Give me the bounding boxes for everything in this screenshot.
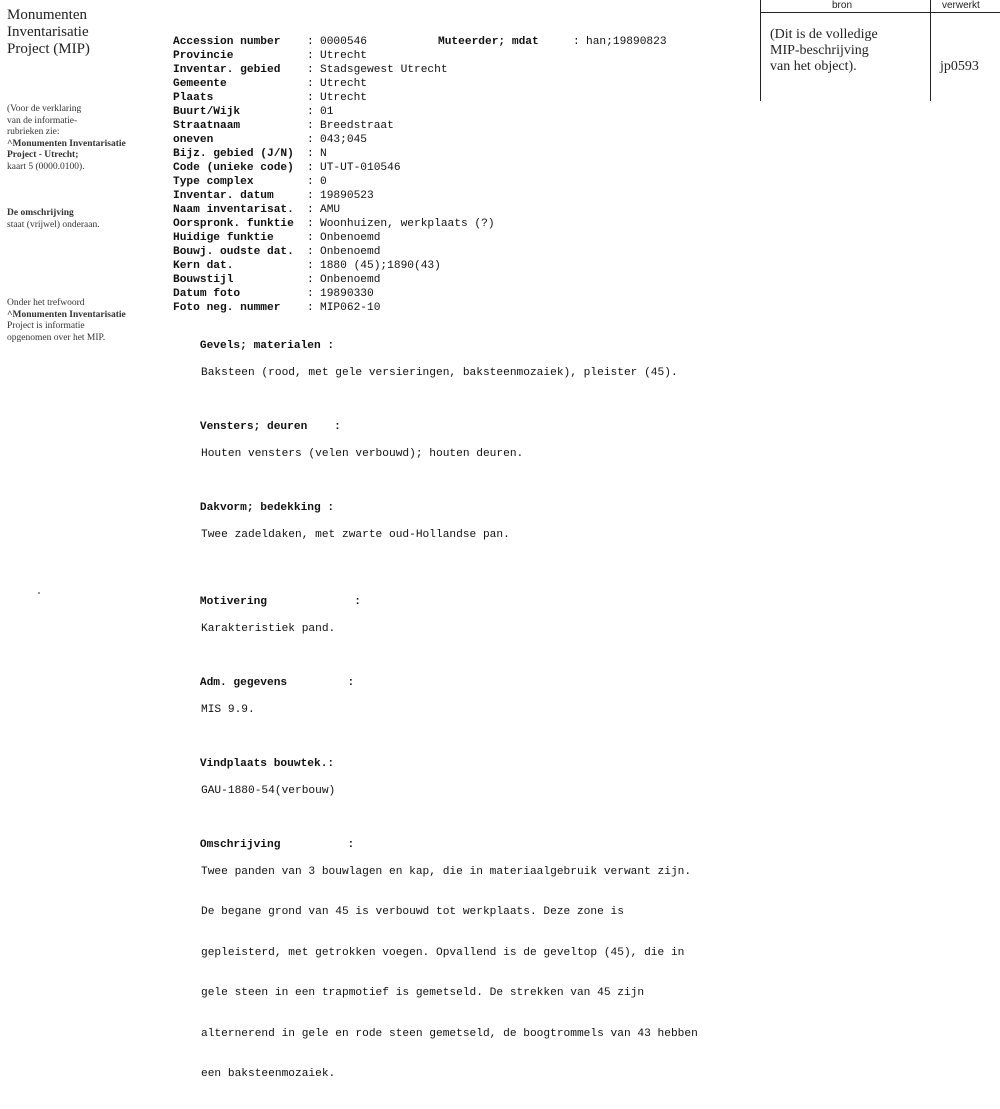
field-colon: : [307, 246, 314, 258]
field-value: Breedstraat [320, 120, 394, 132]
title-line: Monumenten [7, 7, 87, 23]
note-line: ^Monumenten Inventarisatie [7, 309, 126, 320]
description-note [7, 208, 167, 231]
field-label: Straatnaam [173, 120, 241, 132]
bron-line: (Dit is de volledige [770, 27, 878, 42]
field-value: Onbenoemd [320, 274, 381, 286]
section-gevels [173, 326, 698, 407]
field-colon: : [307, 50, 314, 62]
field-label: Bijz. gebied (J/N) [173, 148, 294, 160]
section-body: Twee zadeldaken, met zwarte oud-Hollandse pan. [201, 528, 510, 541]
field-label: Buurt/Wijk [173, 106, 241, 118]
field-value: Onbenoemd [320, 232, 381, 244]
field-label: Inventar. gebied [173, 64, 281, 76]
section-motivering [173, 582, 698, 663]
record-sections [173, 326, 698, 1109]
divider [760, 12, 1000, 13]
field-label: oneven [173, 134, 214, 146]
section-body: Baksteen (rood, met gele versieringen, baksteenmozaiek), pleister (45). [201, 366, 678, 379]
section-body: MIS 9.9. [201, 703, 255, 716]
section-header: Adm. gegevens : [199, 676, 355, 689]
field-value: 19890523 [320, 190, 374, 202]
field-label: Provincie [173, 50, 234, 62]
section-header: Vindplaats bouwtek.: [199, 757, 335, 770]
note-line: (Voor de verklaring [7, 104, 82, 114]
note-line: rubrieken zie: [7, 127, 60, 137]
field-colon: : [307, 204, 314, 216]
field-colon: : [307, 274, 314, 286]
field-value: Onbenoemd [320, 246, 381, 258]
note-line: Project - Utrecht; [7, 150, 79, 160]
field-value: Utrecht [320, 78, 367, 90]
field-value: UT-UT-010546 [320, 162, 401, 174]
field-colon: : [307, 106, 314, 118]
note-line: De omschrijving [7, 208, 74, 218]
field-value: 0 [320, 176, 327, 188]
project-title [7, 7, 90, 58]
section-body-line: De begane grond van 45 is verbouwd tot werkplaats. Deze zone is [201, 906, 624, 918]
field-label: Foto neg. nummer [173, 302, 281, 314]
field-label: Inventar. datum [173, 190, 274, 202]
field-colon: : [307, 120, 314, 132]
field-label: Datum foto [173, 288, 241, 300]
bron-text [770, 27, 930, 75]
field-colon: : [307, 218, 314, 230]
divider [760, 0, 761, 101]
verwerkt-header: verwerkt [942, 0, 980, 11]
divider [930, 0, 931, 101]
field-colon: : [307, 148, 314, 160]
field-value: AMU [320, 204, 341, 216]
bron-header: bron [832, 0, 853, 11]
field-label: Kern dat. [173, 260, 234, 272]
field-label: Naam inventarisat. [173, 204, 294, 216]
field-label: Type complex [173, 176, 254, 188]
bron-line: MIP-beschrijving [770, 43, 869, 58]
section-dakvorm [173, 488, 698, 569]
note-line: ^Monumenten Inventarisatie [7, 138, 126, 149]
section-body-line: Twee panden van 3 bouwlagen en kap, die in materiaalgebruik verwant zijn. [201, 865, 692, 878]
field-value: 01 [320, 106, 334, 118]
field-value: Utrecht [320, 92, 367, 104]
section-header: Dakvorm; bedekking : [199, 501, 335, 514]
field-value: 043;045 [320, 134, 367, 146]
field-value: han;19890823 [586, 36, 667, 48]
section-header: Vensters; deuren : [199, 420, 341, 433]
field-colon: : [307, 64, 314, 76]
verwerkt-text: jp0593 [940, 59, 979, 74]
field-colon: : [307, 190, 314, 202]
field-colon: : [307, 78, 314, 90]
field-label: Accession number [173, 36, 281, 48]
field-value: Utrecht [320, 50, 367, 62]
field-value: N [320, 148, 327, 160]
section-header: Motivering : [199, 595, 361, 608]
note-line: Onder het trefwoord [7, 298, 85, 308]
field-label: Bouwj. oudste dat. [173, 246, 294, 258]
field-label: Plaats [173, 92, 214, 104]
section-body: Karakteristiek pand. [201, 622, 336, 635]
note-line: staat (vrijwel) onderaan. [7, 219, 100, 230]
note-line: opgenomen over het MIP. [7, 332, 106, 343]
field-value: MIP062-10 [320, 302, 381, 314]
field-label: Code (unieke code) [173, 162, 294, 174]
field-colon: : [307, 232, 314, 244]
field-label: Gemeente [173, 78, 227, 90]
field-colon: : [573, 36, 580, 48]
section-adm [173, 663, 698, 744]
source-box [760, 0, 1000, 101]
field-label: Oorspronk. funktie [173, 218, 294, 230]
keyword-note [7, 298, 167, 344]
field-colon: : [307, 162, 314, 174]
field-label: Bouwstijl [173, 274, 234, 286]
note-line: kaart 5 (0000.0100). [7, 161, 85, 172]
section-body-line: een baksteenmozaiek. [201, 1068, 336, 1080]
section-vindplaats [173, 744, 698, 825]
explanation-note [7, 104, 167, 173]
section-vensters [173, 407, 698, 488]
section-body: Houten vensters (velen verbouwd); houten deuren. [201, 447, 524, 460]
section-header: Omschrijving : [199, 838, 355, 851]
field-colon: : [307, 176, 314, 188]
section-omschrijving [173, 825, 698, 1109]
section-body: GAU-1880-54(verbouw) [201, 784, 336, 797]
field-colon: : [307, 260, 314, 272]
field-value: 0000546 [320, 36, 367, 48]
field-label: Muteerder; mdat [438, 36, 539, 48]
section-body-line: gepleisterd, met getrokken voegen. Opvallend is de geveltop (45), die in [201, 946, 685, 959]
field-value: 1880 (45);1890(43) [320, 260, 441, 272]
field-colon: : [307, 134, 314, 146]
field-colon: : [307, 36, 314, 48]
field-value: Woonhuizen, werkplaats (?) [320, 218, 495, 230]
note-line: Project is informatie [7, 321, 85, 331]
field-label: Huidige funktie [173, 232, 274, 244]
field-value: 19890330 [320, 288, 374, 300]
title-line: Project (MIP) [7, 41, 90, 57]
bron-line: van het object). [770, 59, 857, 74]
field-value: Stadsgewest Utrecht [320, 64, 448, 76]
scan-speck [38, 592, 40, 594]
section-header: Gevels; materialen : [199, 339, 335, 352]
field-colon: : [307, 92, 314, 104]
title-line: Inventarisatie [7, 24, 89, 40]
field-colon: : [307, 288, 314, 300]
section-body-line: gele steen in een trapmotief is gemetseld. De strekken van 45 zijn [201, 987, 645, 999]
section-body-line: alternerend in gele en rode steen gemetseld, de boogtrommels van 43 hebben [201, 1027, 698, 1040]
field-colon: : [307, 302, 314, 314]
note-line: van de informatie- [7, 115, 78, 126]
